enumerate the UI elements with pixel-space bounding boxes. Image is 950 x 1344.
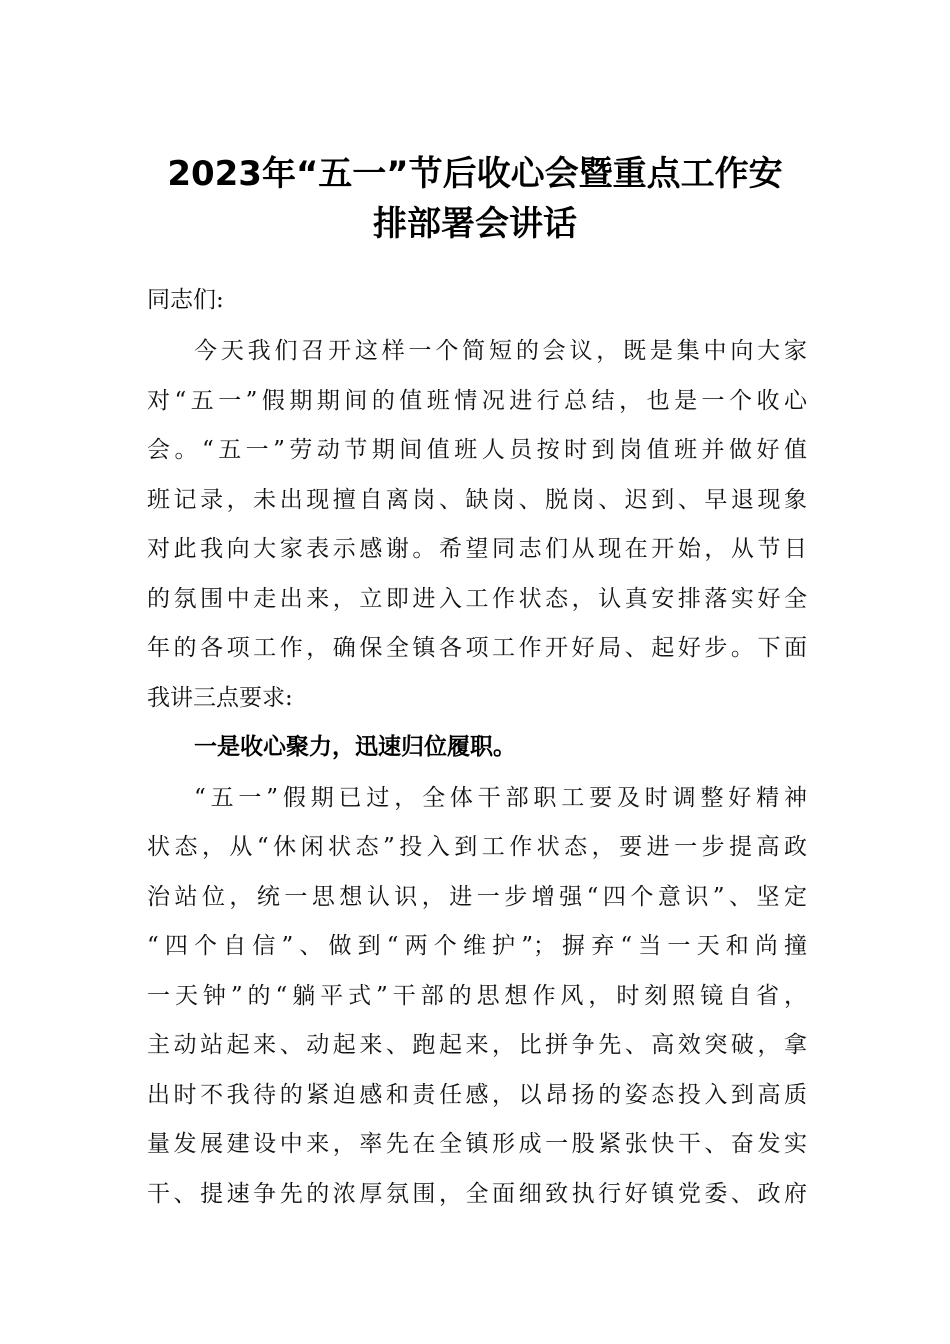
paragraph-2-line: 量发展建设中来，率先在全镇形成一股紧张快干、奋发实 — [147, 1131, 807, 1157]
document-title-line-1: 2023年“五一”节后收心会暨重点工作安 — [167, 154, 783, 194]
paragraph-2-line: 主动站起来、动起来、跑起来，比拼争先、高效突破，拿 — [147, 1032, 807, 1058]
document-title-line-2: 排部署会讲话 — [373, 204, 577, 244]
paragraph-2-line: 出时不我待的紧迫感和责任感，以昂扬的姿态投入到高质 — [147, 1082, 807, 1108]
paragraph-2-line: “五一”假期已过，全体干部职工要及时调整好精神 — [194, 785, 807, 811]
paragraph-1-line: 对“五一”假期期间的值班情况进行总结，也是一个收心 — [147, 388, 807, 414]
paragraph-1-line: 我讲三点要求: — [147, 685, 293, 711]
paragraph-2-line: 一天钟”的“躺平式”干部的思想作风，时刻照镜自省， — [147, 983, 807, 1009]
paragraph-1-line: 的氛围中走出来，立即进入工作状态，认真安排落实好全 — [147, 586, 807, 612]
paragraph-2-line: 状态，从“休闲状态”投入到工作状态，要进一步提高政 — [147, 834, 807, 860]
section-heading-1: 一是收心聚力，迅速归位履职。 — [194, 734, 516, 760]
paragraph-1-line: 年的各项工作，确保全镇各项工作开好局、起好步。下面 — [147, 635, 807, 661]
paragraph-1-line: 班记录，未出现擅自离岗、缺岗、脱岗、迟到、早退现象 — [147, 487, 807, 513]
paragraph-2-line: “四个自信”、做到“两个维护”；摒弃“当一天和尚撞 — [147, 933, 807, 959]
paragraph-1-line: 今天我们召开这样一个简短的会议，既是集中向大家 — [194, 338, 807, 364]
paragraph-2-line: 治站位，统一思想认识，进一步增强“四个意识”、坚定 — [147, 884, 807, 910]
salutation: 同志们: — [147, 287, 224, 313]
paragraph-2-line: 干、提速争先的浓厚氛围，全面细致执行好镇党委、政府 — [147, 1181, 807, 1207]
paragraph-1-line: 会。“五一”劳动节期间值班人员按时到岗值班并做好值 — [147, 437, 807, 463]
paragraph-1-line: 对此我向大家表示感谢。希望同志们从现在开始，从节日 — [147, 536, 807, 562]
